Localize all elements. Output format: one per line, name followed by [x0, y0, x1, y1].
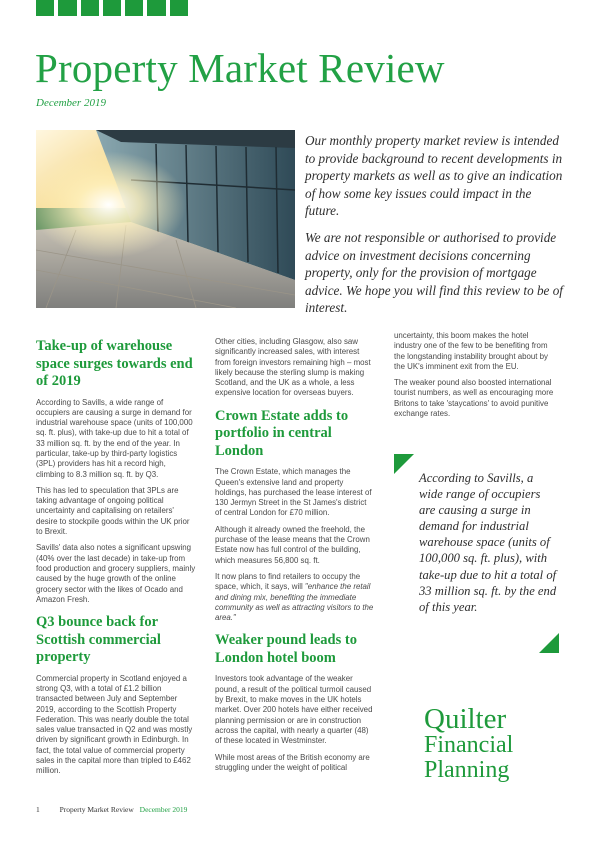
article-paragraph — [215, 572, 375, 623]
article-heading: Take-up of warehouse space surges towards end of 2019 — [36, 338, 193, 389]
footer-date: December 2019 — [139, 805, 188, 814]
article-paragraph: Although it already owned the freehold, the purchase of the lease means that the Crown Estate now has full control of the building, which measures 56,800 sq. ft. — [215, 524, 370, 565]
pull-quote: According to Savills, a wide range of occupiers are causing a surge in demand for industrial warehouse space (units of 100,000 sq. ft. plus), with take-up due to hit a total of 33 million sq. ft. by the end of this year. — [419, 471, 557, 614]
top-bar — [125, 0, 143, 16]
top-bar — [170, 0, 188, 16]
column-3 — [394, 331, 554, 425]
column-1 — [36, 338, 196, 783]
article-heading: Weaker pound leads to London hotel boom — [215, 632, 357, 666]
footer-publication: Property Market Review — [59, 805, 134, 814]
article-paragraph: Savills' data also notes a significant upswing (40% over the last decade) in take-up from food production and grocery suppliers, mainly caused by the huge growth of the online grocery sector with the likes of Ocado and Amazon Fresh. — [36, 543, 196, 604]
top-bar — [36, 0, 54, 16]
page-number: 1 — [36, 805, 40, 814]
article-paragraph: uncertainty, this boom makes the hotel industry one of the few to be benefiting from the longstanding instability brought about by the UK's imminent exit from the EU. — [394, 331, 548, 371]
top-bar — [81, 0, 99, 16]
quote-lead: It now plans to find retailers to occupy the space, which, it says, will — [215, 571, 361, 592]
top-decorative-bars — [36, 0, 188, 16]
intro-paragraph: Our monthly property market review is intended to provide background to recent developments in property markets as well as to give an indication of how some key issues could impact in the future. — [305, 133, 563, 219]
logo-line: Financial — [424, 732, 514, 758]
logo-line: Quilter — [424, 703, 507, 735]
issue-date: December 2019 — [36, 97, 106, 109]
article-paragraph: According to Savills, a wide range of occupiers are causing a surge in demand for industrial warehouse space (units of 100,000 sq. ft. plus), with take-up due to hit a total of 33 million sq. ft. by the end of the year. In particular, take-up by third-party logistics (3PL) providers has hit a record high, climbing to 8.3 million sq. ft. by Q3. — [36, 397, 193, 479]
intro-paragraph: We are not responsible or authorised to provide advice on investment decisions concerning property, only for the provision of mortgage advice. We hope you will find this review to be of interest. — [305, 229, 563, 316]
top-bar — [103, 0, 121, 16]
pull-quote-corner-bottom — [539, 633, 559, 653]
top-bar — [147, 0, 165, 16]
article-paragraph: This has led to speculation that 3PLs are taking advantage of ongoing political uncertainty and capitalising on retailers' desire to stockpile goods within the UK prior to Brexit. — [36, 485, 190, 537]
page-title: Property Market Review — [35, 45, 445, 91]
pull-quote-corner-top — [394, 454, 414, 474]
article-paragraph: Investors took advantage of the weaker pound, a result of the political turmoil caused by Brexit, to make moves in the UK hotels market. Over 200 hotels have either received planning permission or are in construction across the capital, with nearly a quarter (48) of these located in Westminster. — [215, 674, 373, 746]
page-footer — [36, 805, 187, 814]
article-paragraph: While most areas of the British economy are struggling under the weight of political — [215, 752, 370, 772]
article-paragraph: The Crown Estate, which manages the Queen's extensive land and property holdings, has purchased the lease interest of 130 Jermyn Street in the St James's district of central London for £70 million. — [215, 467, 372, 518]
article-paragraph: Commercial property in Scotland enjoyed a strong Q3, with a total of £1.2 billion transacted between July and September 2019, according to the Scottish Property Federation. This was nearly double the total sales value transacted in Q2 and was mostly driven by significant growth in Edinburgh. In fact, the total value of commercial property sales in the capital more than tripled to £462 million. — [36, 673, 193, 776]
quote-text: "enhance the retail and dining mix, benefiting the immediate community as well as attracting visitors to the area." — [215, 582, 374, 623]
top-bar — [58, 0, 76, 16]
article-heading: Crown Estate adds to portfolio in central London — [215, 407, 349, 459]
quilter-logo — [424, 705, 513, 783]
article-paragraph: Other cities, including Glasgow, also saw significantly increased sales, with interest from foreign investors remaining high – most likely because the sterling slump is making Scotland, and the UK as a whole, a less expensive location for overseas buyers. — [215, 337, 371, 398]
article-paragraph: The weaker pound also boosted international tourist numbers, as well as encouraging more Britons to take 'staycations' to avoid punitive exchange rates. — [394, 378, 554, 419]
hero-image — [36, 130, 295, 308]
column-2 — [215, 337, 375, 779]
logo-line: Planning — [424, 757, 510, 783]
intro-text — [305, 132, 567, 326]
article-heading: Q3 bounce back for Scottish commercial property — [36, 614, 161, 666]
